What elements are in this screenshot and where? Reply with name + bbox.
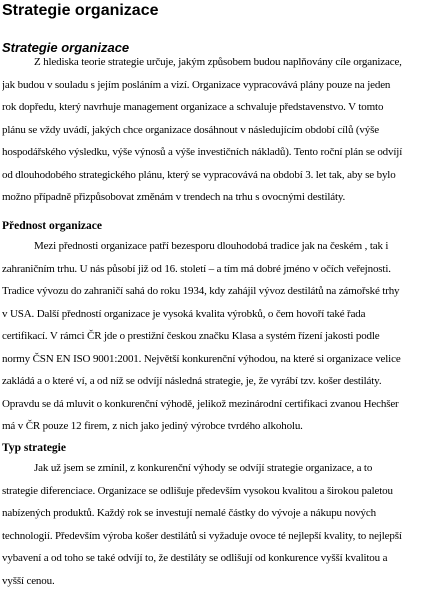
paragraph-line: Opravdu se dá mluvit o konkurenční výhodě, jelikož mezinárodní certifikaci zvanou Hechšer <box>2 397 399 410</box>
paragraph-line: má v ČR pouze 12 firem, z nich jako jediný výrobce tvrdého alkoholu. <box>2 420 303 432</box>
paragraph-line: technologií. Především výroba košer destilátů si vyžaduje ovoce té nejlepší kvality, to nejlepší <box>2 529 402 542</box>
paragraph-line: vybavení a od toho se také odvíjí to, že destiláty se odlišují od konkurence vyšší kvalitou a <box>2 552 388 564</box>
document-title: Strategie organizace <box>2 2 159 19</box>
paragraph-line: jak budou v souladu s jejím posláním a vizí. Organizace vypracovává plány pouze na jeden <box>2 78 391 91</box>
paragraph-line: normy ČSN EN ISO 9001:2001. Největší konkurenční výhodou, na které si organizace velice <box>2 352 401 365</box>
paragraph-line: hospodářského výsledku, výše výnosů a výše investičních nákladů). Tento roční plán se odvíjí <box>2 146 403 158</box>
paragraph-line: nabízených produktů. Každý rok se investují nemalé částky do vývoje a nákupu nových <box>2 507 376 519</box>
paragraph-line: certifikací. V rámci ČR jde o prestižní českou značku Klasa a systém řízení jakosti podle <box>2 330 380 342</box>
paragraph-typ-strategie <box>2 457 434 592</box>
section-heading-typ-strategie: Typ strategie <box>2 442 66 454</box>
paragraph-line: v USA. Další předností organizace je vysoká kvalita výrobků, o čem hovoří také řada <box>2 307 366 320</box>
paragraph-strategie <box>2 51 434 209</box>
paragraph-line: Jak už jsem se zmínil, z konkurenční výhody se odvíjí strategie organizace, a to <box>34 462 373 474</box>
paragraph-line: Tradice vývozu do zahraničí sahá do roku 1934, kdy zahájil vývoz destilátů na zámořské trhy <box>2 285 400 297</box>
paragraph-line: od dlouhodobého strategického plánu, který se vypracovává na období 3. let tak, aby se bylo <box>2 168 396 181</box>
paragraph-line: plánu se vždy uvádí, jakých chce organizace dosáhnout v následujícím období cílů (výše <box>2 123 379 136</box>
paragraph-line: zahraničním trhu. U nás působí již od 16. století – a tím má dobré jméno v očích veřejnosti. <box>2 262 391 275</box>
paragraph-line: vyšší cenou. <box>2 574 55 587</box>
paragraph-line: rok dopředu, který navrhuje management organizace a schvaluje představenstvo. V tomto <box>2 101 384 113</box>
paragraph-line: Mezi přednosti organizace patří bezesporu dlouhodobá tradice jak na českém , tak i <box>34 240 389 252</box>
section-heading-strategie: Strategie organizace <box>2 40 130 55</box>
section-heading-prednost: Přednost organizace <box>2 220 102 232</box>
paragraph-line: zakládá a o které ví, a od níž se odvíjí následná strategie, je, že vyrábí tzv. košer destiláty. <box>2 375 382 387</box>
paragraph-line: strategie diferenciace. Organizace se odlišuje především vysokou kvalitou a širokou paletou <box>2 484 393 497</box>
paragraph-line: možno případně přizpůsobovat změnám v trendech na trhu s ovocnými destiláty. <box>2 191 346 203</box>
paragraph-line: Z hlediska teorie strategie určuje, jakým způsobem budou naplňovány cíle organizace, <box>34 56 402 68</box>
paragraph-prednost <box>2 235 434 438</box>
